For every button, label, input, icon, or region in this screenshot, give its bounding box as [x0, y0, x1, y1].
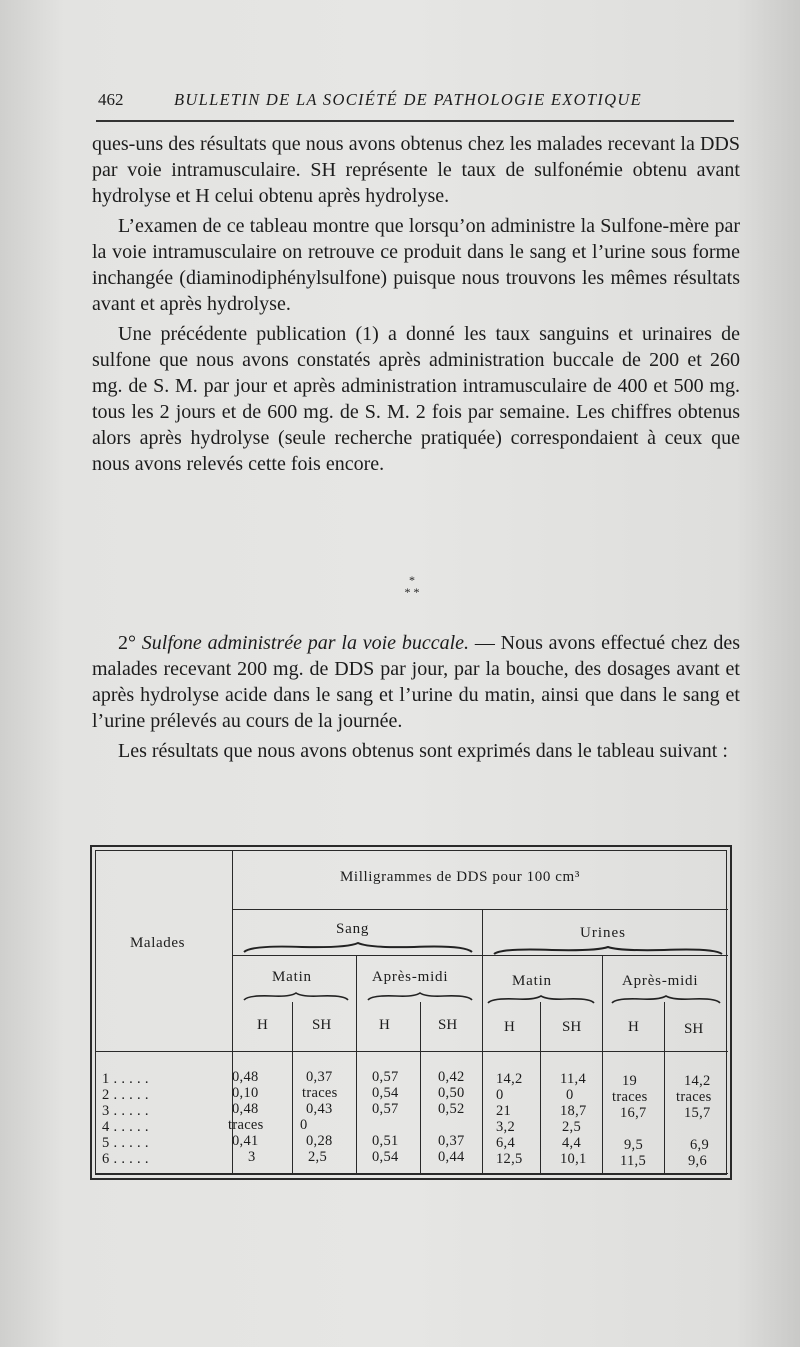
col-sh: SH [312, 1017, 332, 1033]
cell: 14,2 [684, 1073, 711, 1089]
cell: 3,2 [496, 1119, 516, 1135]
table-rule [664, 1002, 665, 1175]
col-h: H [379, 1017, 390, 1033]
cell: 0,57 [372, 1101, 399, 1117]
cell: 0,54 [372, 1085, 399, 1101]
col-h: H [257, 1017, 268, 1033]
cell: 3 [248, 1149, 256, 1165]
table-rule [356, 955, 357, 1175]
col-sh: SH [684, 1021, 704, 1037]
cell: 9,5 [624, 1137, 644, 1153]
table-rule [292, 1002, 293, 1175]
results-table [90, 845, 732, 1180]
cell: 2,5 [308, 1149, 328, 1165]
row-label: 1 . . . . . [102, 1071, 149, 1087]
section-paragraph-2: Les résultats que nous avons obtenus sont exprimés dans le tableau suivant : [118, 740, 728, 762]
table-rule [482, 909, 483, 1175]
col-h: H [504, 1019, 515, 1035]
cell: 16,7 [620, 1105, 647, 1121]
section-separator: * * * [404, 573, 420, 599]
cell: 0,52 [438, 1101, 465, 1117]
cell: 2,5 [562, 1119, 582, 1135]
page-number: 462 [98, 90, 124, 109]
cell: 14,2 [496, 1071, 523, 1087]
group-urines: Urines [580, 925, 626, 941]
cell: 0,28 [306, 1133, 333, 1149]
paragraph: L’examen de ce tableau montre que lorsqu’on administre la Sulfone-mère par la voie intramusculaire on retrouve ce produit dans le sang et l’urine sous forme inchangée (diaminodiphénylsulfone) puisque nous trouvons les mêmes résultats avant et après hydrolyse. [92, 215, 740, 315]
cell: 4,4 [562, 1135, 582, 1151]
row-label: 4 . . . . . [102, 1119, 149, 1135]
cell: 0,41 [232, 1133, 259, 1149]
section-title: Sulfone administrée par la voie buccale. [141, 632, 470, 654]
cell: 0,51 [372, 1133, 399, 1149]
running-title: BULLETIN DE LA SOCIÉTÉ DE PATHOLOGIE EXOTIQUE [174, 90, 642, 109]
cell: 0,37 [306, 1069, 333, 1085]
row-label: 5 . . . . . [102, 1135, 149, 1151]
section-text: — Nous avons effectué chez des malades recevant 200 mg. de DDS par jour, par la bouche, des dosages avant et après hydrolyse acide dans le sang et l’urine du matin, ainsi que dans le sang et l’urine prélevés au cours de la journée. [92, 632, 740, 732]
cell: 0,54 [372, 1149, 399, 1165]
brace-sang-apres [366, 992, 474, 1002]
cell: 0 [300, 1117, 308, 1133]
cell: 0,48 [232, 1101, 259, 1117]
cell: 6,4 [496, 1135, 516, 1151]
table-rule [420, 1002, 421, 1175]
col-h: H [628, 1019, 639, 1035]
table-rule [602, 955, 603, 1175]
page-header [96, 88, 736, 118]
col-sh: SH [438, 1017, 458, 1033]
cell: 11,5 [620, 1153, 647, 1169]
section [92, 630, 740, 768]
table-rule [540, 1002, 541, 1175]
brace-sang-matin [242, 992, 350, 1002]
cell: traces [302, 1085, 338, 1101]
row-header: Malades [130, 935, 186, 951]
cell: 19 [622, 1073, 638, 1089]
cell: traces [228, 1117, 264, 1133]
cell: 0,37 [438, 1133, 465, 1149]
row-label: 3 . . . . . [102, 1103, 149, 1119]
brace-sang [242, 942, 474, 954]
table-rule [95, 1173, 728, 1174]
cell: 9,6 [688, 1153, 708, 1169]
row-label: 6 . . . . . [102, 1151, 149, 1167]
col-sh: SH [562, 1019, 582, 1035]
cell: 0,48 [232, 1069, 259, 1085]
cell: 0 [566, 1087, 574, 1103]
urines-matin: Matin [512, 973, 552, 989]
paragraph: ques-uns des résultats que nous avons obtenus chez les malades recevant la DDS par voie intramusculaire. SH représente le taux de sulfonémie obtenu avant hydrolyse et H celui obtenu après hydrolyse. [92, 133, 740, 207]
row-label: 2 . . . . . [102, 1087, 149, 1103]
cell: 0,50 [438, 1085, 465, 1101]
brace-urines [492, 946, 724, 956]
table-rule [232, 909, 728, 910]
group-sang: Sang [336, 921, 370, 937]
brace-urines-apres [610, 995, 722, 1005]
cell: traces [676, 1089, 712, 1105]
cell: 0,43 [306, 1101, 333, 1117]
cell: 0,42 [438, 1069, 465, 1085]
paragraph: Une précédente publication (1) a donné les taux sanguins et urinaires de sulfone que nous avons constatés après administration buccale de 200 et 260 mg. de S. M. par jour et après administration intramusculaire de 400 et 500 mg. tous les 2 jours et de 600 mg. de S. M. 2 fois par semaine. Les chiffres obtenus alors après hydrolyse (seule recherche pratiquée) correspondaient à ceux que nous avons relevés cette fois encore. [92, 323, 740, 475]
cell: 0,44 [438, 1149, 465, 1165]
cell: 0,57 [372, 1069, 399, 1085]
table-rule [95, 1051, 728, 1052]
body-text [92, 131, 740, 481]
brace-urines-matin [486, 995, 596, 1005]
cell: 11,4 [560, 1071, 587, 1087]
section-number: 2° [118, 632, 136, 654]
cell: 6,9 [690, 1137, 710, 1153]
table-title: Milligrammes de DDS pour 100 cm³ [340, 869, 580, 885]
cell: 12,5 [496, 1151, 523, 1167]
cell: 15,7 [684, 1105, 711, 1121]
sang-apres-midi: Après-midi [372, 969, 449, 985]
cell: 10,1 [560, 1151, 587, 1167]
cell: 0,10 [232, 1085, 259, 1101]
cell: 18,7 [560, 1103, 587, 1119]
table-frame [95, 850, 727, 1175]
cell: 0 [496, 1087, 504, 1103]
cell: 21 [496, 1103, 512, 1119]
cell: traces [612, 1089, 648, 1105]
sang-matin: Matin [272, 969, 312, 985]
header-rule [96, 120, 734, 122]
section-paragraph [92, 630, 740, 734]
urines-apres-midi: Après-midi [622, 973, 699, 989]
